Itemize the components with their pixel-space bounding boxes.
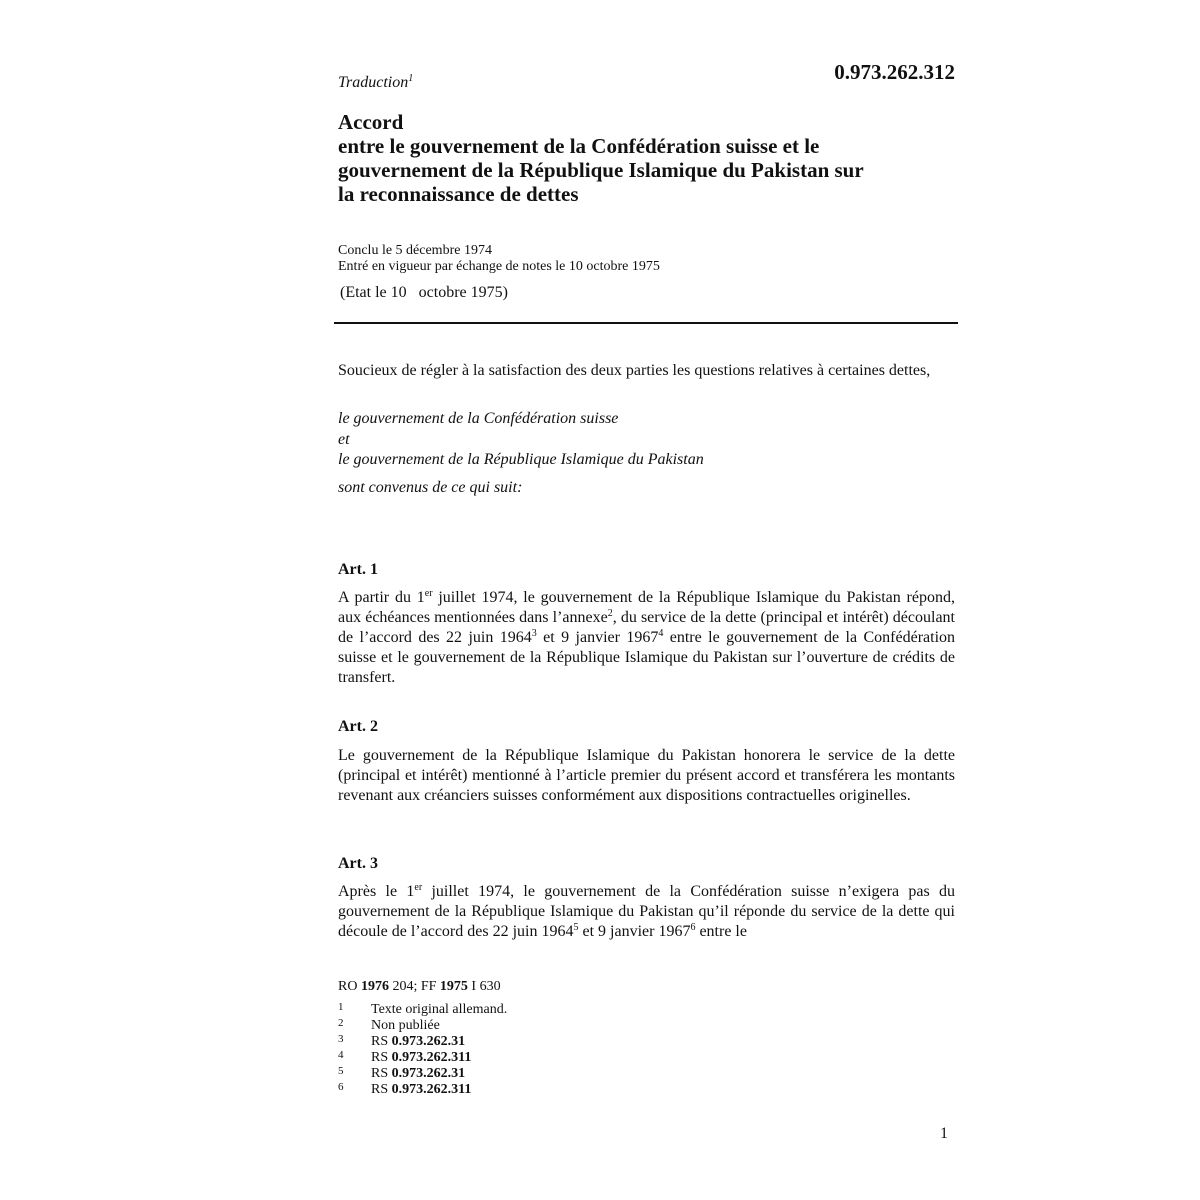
preamble-party-2: le gouvernement de la République Islamique du Pakistan [338, 451, 704, 468]
divider [334, 322, 958, 324]
page-number: 1 [940, 1125, 948, 1142]
preamble-agreed: sont convenus de ce qui suit: [338, 479, 523, 496]
footnote: 6 RS 0.973.262.311 [338, 1081, 472, 1097]
article-1-text: A partir du 1er juillet 1974, le gouvernement de la République Islamique du Pakistan répond, aux échéances mentionnées dans l’annexe$^2$, du service de la dette (principal et intérêt) découlant de l’accord des 22 juin 1964$^3$ et 9 janvier 1967$^4$ entre le gouvernement de la Confédération suisse et le gouvernement de la République Islamique du Pakistan sur l’ouverture de crédits de transfert. [338, 588, 956, 686]
article-1-title: Art. 1 [338, 561, 378, 578]
footnote-ref[interactable]: 1 [408, 73, 414, 84]
systematic-number: 0.973.262.312 [834, 60, 955, 84]
article-3-title: Art. 3 [338, 855, 378, 872]
rs-link[interactable]: 0.973.262.311 [391, 1082, 472, 1097]
footnote: 3 RS 0.973.262.31 [338, 1033, 466, 1049]
document-title: Accord entre le gouvernement de la Confédération suisse et le gouvernement de la République Islamique du Pakistan sur la reconnaissance de dettes [338, 110, 864, 206]
rs-link[interactable]: 0.973.262.311 [391, 1050, 472, 1065]
footnote: 1 Texte original allemand. [338, 1001, 508, 1017]
rs-link[interactable]: 0.973.262.31 [391, 1034, 466, 1049]
entry-into-force: Entré en vigueur par échange de notes le 10 octobre 1975 [338, 259, 660, 274]
article-2-title: Art. 2 [338, 718, 378, 735]
footnote: 4 RS 0.973.262.311 [338, 1049, 472, 1065]
concluded-date: Conclu le 5 décembre 1974 [338, 243, 492, 258]
footnote-ref[interactable]: 2 [607, 608, 613, 619]
source-reference: RO 1976 204; FF 1975 I 630 [338, 979, 501, 994]
rs-link[interactable]: 0.973.262.31 [391, 1066, 466, 1081]
footnote: 5 RS 0.973.262.31 [338, 1065, 466, 1081]
footnote: 2 Non publiée [338, 1017, 440, 1033]
footnote-ref[interactable]: 3 [531, 628, 537, 639]
translation-label: Traduction$^1$ [338, 73, 414, 91]
preamble-party-1: le gouvernement de la Confédération suisse [338, 410, 619, 427]
preamble-paragraph: Soucieux de régler à la satisfaction des deux parties les questions relatives à certaines dettes, [338, 362, 931, 379]
footnote-ref[interactable]: 4 [658, 628, 664, 639]
article-2-text: Le gouvernement de la République Islamique du Pakistan honorera le service de la dette (principal et intérêt) mentionné à l’article premier du présent accord et transférera les montants revenant aux créanciers suisses conformément aux dispositions contractuelles originelles. [338, 747, 955, 804]
footnote-ref[interactable]: 5 [573, 922, 579, 933]
article-3-text: Après le 1er juillet 1974, le gouvernement de la Confédération suisse n’exigera pas du gouvernement de la République Islamique du Pakistan qu’il réponde du service de la dette qui découle de l’accord des 22 juin 1964$^5$ et 9 janvier 1967$^6$ entre le [338, 882, 956, 940]
preamble-and: et [338, 431, 350, 448]
status-date: (Etat le 10 octobre 1975) [340, 284, 508, 301]
footnote-ref[interactable]: 6 [690, 922, 696, 933]
conclusion-info [338, 243, 660, 275]
